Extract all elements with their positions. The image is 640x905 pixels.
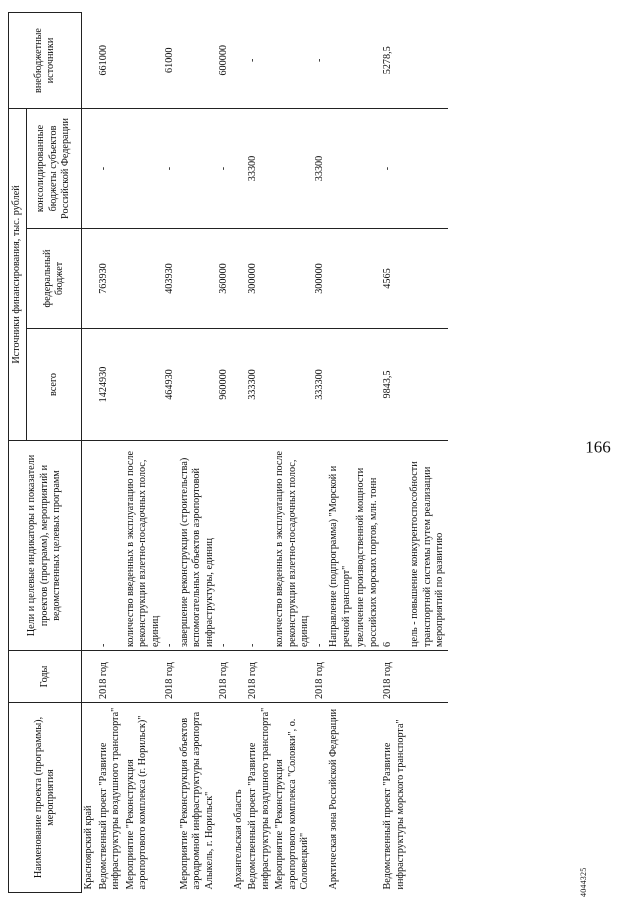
table-row [408, 13, 448, 893]
table-row [178, 13, 218, 893]
cell-federal [82, 229, 97, 329]
cell-total: 333300 [313, 329, 328, 441]
header-regional: консолидированные бюджеты субъектов Российской Федерации [27, 109, 82, 229]
cell-year: 2018 год [246, 651, 273, 703]
cell-year: 2018 год [381, 651, 408, 703]
cell-year [354, 651, 381, 703]
cell-total: 333300 [246, 329, 273, 441]
cell-year: 2018 год [163, 651, 178, 703]
cell-federal: 300000 [313, 229, 328, 329]
document-code: 4044325 [579, 867, 588, 897]
cell-federal [354, 229, 381, 329]
cell-year [82, 651, 97, 703]
cell-federal [124, 229, 164, 329]
cell-indicator: - [246, 441, 273, 651]
cell-indicator: - [217, 441, 232, 651]
cell-federal [232, 229, 247, 329]
page-number: 166 [585, 437, 611, 457]
table-row [327, 13, 354, 893]
cell-name [217, 703, 232, 893]
cell-extra [82, 13, 97, 109]
cell-name: Ведомственный проект "Развитие инфраструктуры воздушного транспорта" [246, 703, 273, 893]
cell-federal [408, 229, 448, 329]
cell-regional [408, 109, 448, 229]
cell-name: Арктическая зона Российской Федерации [327, 703, 354, 893]
table-row [217, 13, 232, 893]
cell-year: 2018 год [97, 651, 124, 703]
header-total: всего [27, 329, 82, 441]
cell-total [82, 329, 97, 441]
header-years: Годы [9, 651, 82, 703]
cell-name: Мероприятие "Реконструкция аэропортового комплекса (г. Норильск)" [124, 703, 164, 893]
cell-year: 2018 год [217, 651, 232, 703]
cell-extra [354, 13, 381, 109]
cell-year [178, 651, 218, 703]
cell-year [273, 651, 313, 703]
table-row [97, 13, 124, 893]
cell-indicator [232, 441, 247, 651]
cell-federal [327, 229, 354, 329]
cell-total: 960000 [217, 329, 232, 441]
cell-total [327, 329, 354, 441]
cell-extra [408, 13, 448, 109]
cell-year: 2018 год [313, 651, 328, 703]
cell-indicator: завершение реконструкции (строительства) вспомогательных объектов аэропортовой инфраструктуры, единиц [178, 441, 218, 651]
table-row [82, 13, 97, 893]
cell-extra: - [313, 58, 325, 62]
cell-total [178, 329, 218, 441]
cell-federal: 300000 [246, 229, 273, 329]
table-row [381, 13, 408, 893]
cell-total: 9843,5 [381, 329, 408, 441]
cell-extra: 5278,5 [382, 46, 393, 75]
cell-extra: 661000 [97, 44, 109, 76]
cell-total [124, 329, 164, 441]
cell-indicator: - [313, 441, 328, 651]
cell-name: Мероприятие "Реконструкция объектов аэродромной инфраструктуры аэропорта Алыкель, г. Норильск" [178, 703, 218, 893]
table-row [273, 13, 313, 893]
cell-indicator: 6 [381, 441, 408, 651]
cell-total: 1424930 [97, 329, 124, 441]
cell-year [408, 651, 448, 703]
cell-extra [273, 13, 313, 109]
cell-total: 464930 [163, 329, 178, 441]
cell-regional [232, 109, 247, 229]
cell-regional: - [217, 109, 232, 229]
cell-indicator: - [97, 441, 124, 651]
cell-extra: - [247, 58, 258, 62]
header-extra: внебюджетные источники [9, 13, 82, 109]
cell-indicator: Направление (подпрограмма) "Морской и речной транспорт" [327, 441, 354, 651]
cell-regional [124, 109, 164, 229]
cell-federal: 360000 [217, 229, 232, 329]
cell-indicator: увеличение производственной мощности российских морских портов, млн. тонн [354, 441, 381, 651]
table-row [354, 13, 381, 893]
cell-year [124, 651, 164, 703]
cell-federal: 403930 [163, 229, 178, 329]
cell-indicator: цель - повышение конкурентоспособности транспортной системы путем реализации мероприятий по развитию [408, 441, 448, 651]
cell-name: Архангельская область [232, 703, 247, 893]
cell-regional: - [163, 109, 178, 229]
cell-extra: 600000 [218, 44, 229, 76]
table-body [82, 13, 448, 893]
cell-name [313, 703, 328, 893]
table-row [246, 13, 273, 893]
cell-regional [273, 109, 313, 229]
header-indicators: Цели и целевые индикаторы и показатели проектов (программ), мероприятий и ведомственных целевых программ [9, 441, 82, 651]
cell-name: Красноярский край [82, 703, 97, 893]
cell-regional [354, 109, 381, 229]
cell-total [354, 329, 381, 441]
cell-regional: 33300 [246, 109, 273, 229]
cell-name [163, 703, 178, 893]
cell-indicator: количество введенных в эксплуатацию после реконструкции взлетно-посадочных полос, единиц [273, 441, 313, 651]
cell-name: Ведомственный проект "Развитие инфраструктуры морского транспорта" [381, 703, 408, 893]
header-federal: федеральный бюджет [27, 229, 82, 329]
header-sources: Источники финансирования, тыс. рублей [9, 109, 27, 441]
cell-name: Мероприятие "Реконструкция аэропортового комплекса "Соловки", о. Соловецкий" [273, 703, 313, 893]
cell-year [232, 651, 247, 703]
cell-indicator: количество введенных в эксплуатацию после реконструкции взлетно-посадочных полос, единиц [124, 441, 164, 651]
cell-regional [82, 109, 97, 229]
cell-extra: 61000 [164, 47, 175, 73]
cell-total [273, 329, 313, 441]
table-row [232, 13, 247, 893]
cell-year [327, 651, 354, 703]
cell-total [408, 329, 448, 441]
cell-extra [232, 13, 247, 109]
table-row [163, 13, 178, 893]
financing-table [8, 12, 448, 893]
cell-extra [327, 13, 354, 109]
cell-indicator [82, 441, 97, 651]
cell-indicator: - [163, 441, 178, 651]
cell-federal: 4565 [381, 229, 408, 329]
cell-regional: - [381, 109, 408, 229]
cell-extra [178, 13, 218, 109]
cell-federal [178, 229, 218, 329]
cell-total [232, 329, 247, 441]
cell-name [408, 703, 448, 893]
cell-regional [327, 109, 354, 229]
header-name: Наименование проекта (программы), мероприятия [9, 703, 82, 893]
cell-federal [273, 229, 313, 329]
table-row [124, 13, 164, 893]
cell-federal: 763930 [97, 229, 124, 329]
cell-name: Ведомственный проект "Развитие инфраструктуры воздушного транспорта" [97, 703, 124, 893]
cell-regional: - [97, 109, 124, 229]
cell-regional [178, 109, 218, 229]
cell-extra [124, 13, 164, 109]
cell-name [354, 703, 381, 893]
table-row [313, 13, 328, 893]
cell-regional: 33300 [313, 109, 328, 229]
